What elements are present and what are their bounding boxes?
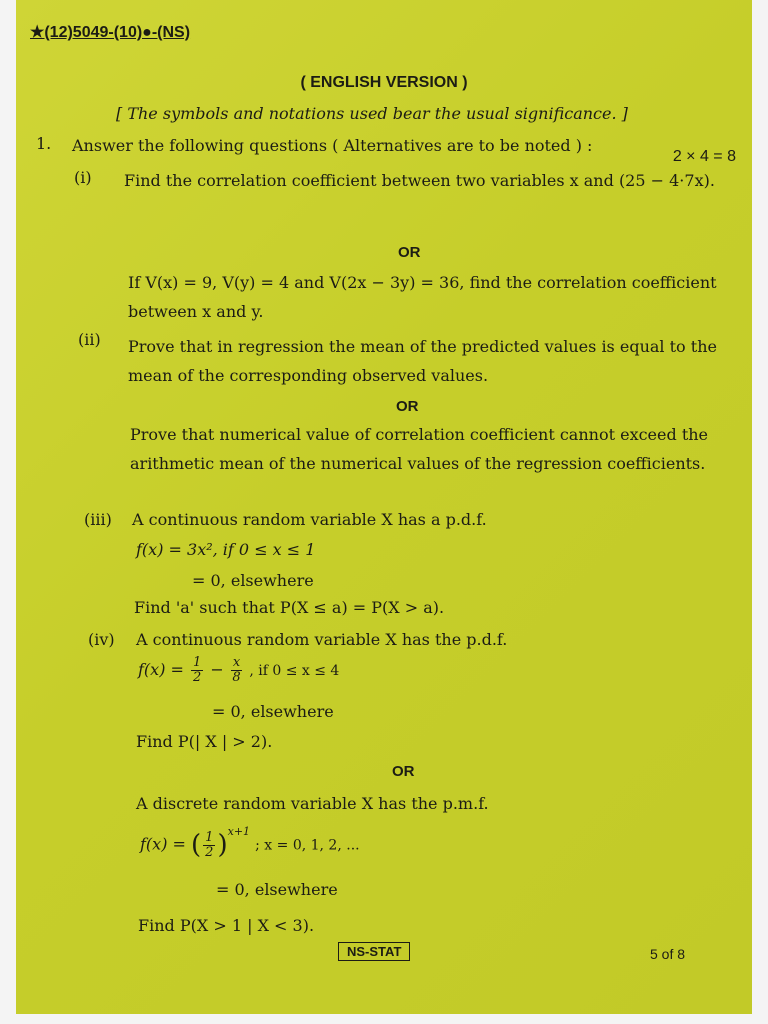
part-iv-alt-text: A discrete random variable X has the p.m.f. (136, 794, 489, 813)
part-i-alt: If V(x) = 9, V(y) = 4 and V(2x − 3y) = 36, find the correlation coefficient between x and y. (128, 273, 717, 321)
part-iv-pmf-base-den: 2 (205, 844, 214, 860)
part-iii-elsewhere: = 0, elsewhere (192, 571, 314, 590)
question-marks: 2 × 4 = 8 (672, 148, 736, 165)
part-iv-alt-find: Find P(X > 1 | X < 3). (138, 916, 315, 935)
part-iii-find: Find 'a' such that P(X ≤ a) = P(X > a). (134, 598, 445, 617)
subject-code-box: NS-STAT (338, 942, 410, 961)
question-number: 1. (36, 134, 52, 153)
part-ii-text: Prove that in regression the mean of the predicted values is equal to the mean of the corresponding observed values. (128, 337, 717, 385)
question-instruction: Answer the following questions ( Alternatives are to be noted ) : (72, 136, 593, 155)
part-iv-pmf-base (203, 831, 215, 860)
part-iv-find: Find P(| X | > 2). (136, 732, 273, 751)
part-iv-text: A continuous random variable X has the p.d.f. (136, 630, 508, 649)
part-iii-pdf: f(x) = 3x², if 0 ≤ x ≤ 1 (136, 540, 316, 559)
part-iv-frac-1 (191, 656, 203, 685)
part-ii-label: (ii) (78, 330, 101, 349)
part-iv-frac-2-num: x (232, 655, 241, 670)
part-ii-or: OR (396, 398, 419, 415)
part-iv-pmf-base-num: 1 (205, 829, 214, 845)
part-iv-minus: − (210, 660, 224, 679)
part-iv-pmf-prefix: f(x) = (140, 834, 186, 854)
part-ii-alt: Prove that numerical value of correlation coefficient cannot exceed the arithmetic mean of the numerical values of the regression coefficients. (130, 425, 709, 473)
part-i-or: OR (398, 244, 421, 261)
paper-code: ★(12)5049-(10)●-(NS) (30, 24, 191, 41)
part-iv-pdf (138, 656, 339, 685)
part-iv-pmf-lparen: ( (191, 830, 202, 860)
part-iv-frac-1-den: 2 (193, 670, 202, 685)
part-iv-label: (iv) (88, 630, 115, 649)
page-number: 5 of 8 (650, 946, 686, 962)
notation-note: [ The symbols and notations used bear the usual significance. ] (116, 104, 628, 123)
part-iv-frac-2 (231, 656, 242, 685)
part-iv-pmf-elsewhere: = 0, elsewhere (216, 880, 338, 899)
exam-page (16, 0, 752, 1014)
part-iii-text: A continuous random variable X has a p.d.f. (132, 510, 487, 529)
part-i-text: Find the correlation coefficient between two variables x and (25 − 4·7x). (124, 171, 715, 190)
part-iv-pmf-exponent: x+1 (227, 825, 251, 839)
version-heading: ( ENGLISH VERSION ) (300, 74, 468, 91)
part-iv-pdf-suffix: , if 0 ≤ x ≤ 4 (249, 663, 340, 679)
part-iv-pmf-suffix: ; x = 0, 1, 2, ... (255, 837, 360, 854)
part-i-label: (i) (74, 168, 92, 187)
part-iv-pdf-prefix: f(x) = (138, 660, 184, 679)
part-iv-or: OR (392, 763, 415, 780)
part-iv-frac-2-den: 8 (232, 670, 241, 685)
part-iii-label: (iii) (84, 510, 112, 529)
part-iv-frac-1-num: 1 (193, 655, 202, 670)
part-iv-elsewhere: = 0, elsewhere (212, 702, 334, 721)
part-iv-pmf-rparen: ) (217, 830, 228, 860)
part-iv-pmf (140, 825, 360, 860)
